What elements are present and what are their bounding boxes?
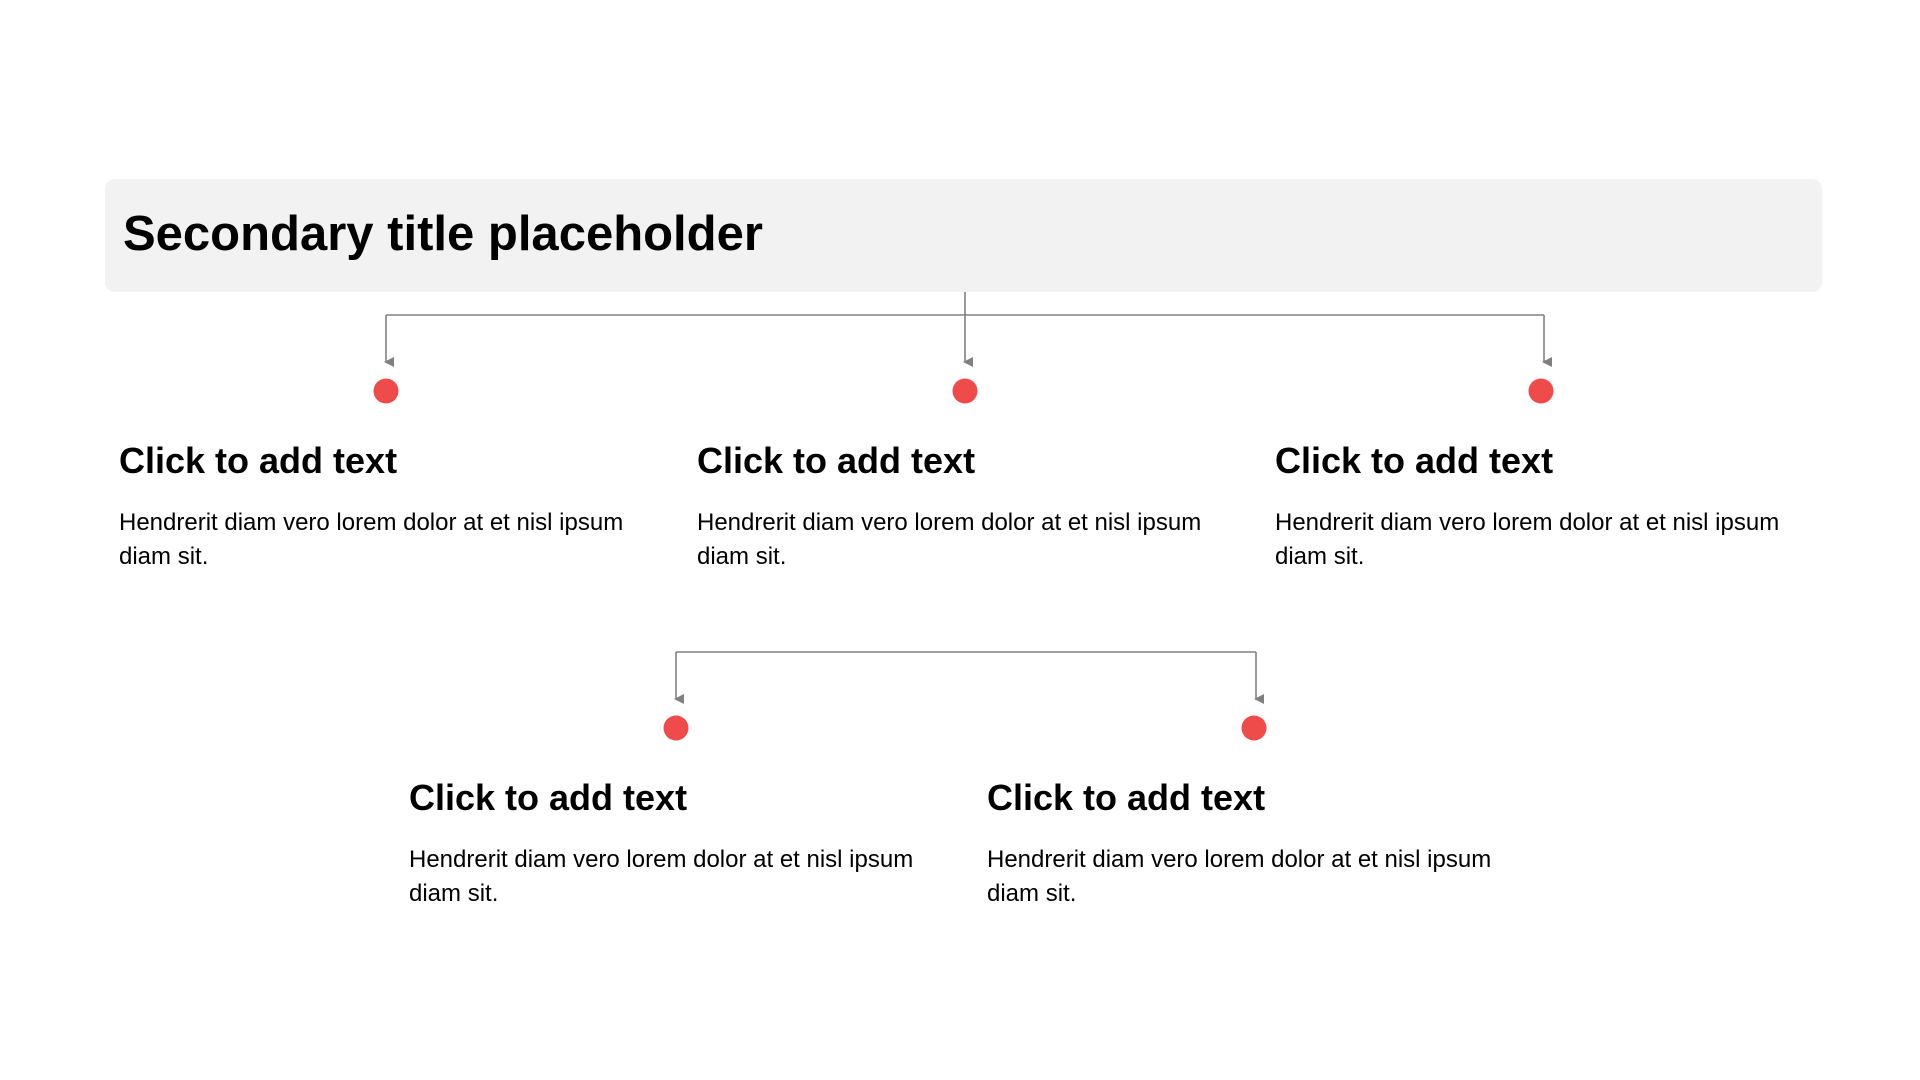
node-4[interactable] <box>409 777 929 911</box>
node-body[interactable]: Hendrerit diam vero lorem dolor at et nisl ipsum diam sit. <box>987 846 1492 907</box>
bottom-connector <box>676 652 1256 699</box>
node-body[interactable]: Hendrerit diam vero lorem dolor at et nisl ipsum diam sit. <box>119 509 624 570</box>
node-1[interactable] <box>119 440 639 574</box>
node-3[interactable] <box>1275 440 1795 574</box>
node-dot-3 <box>1529 379 1554 404</box>
top-connector <box>386 292 1544 362</box>
node-2[interactable] <box>697 440 1217 574</box>
node-body[interactable]: Hendrerit diam vero lorem dolor at et nisl ipsum diam sit. <box>697 509 1202 570</box>
node-heading[interactable]: Click to add text <box>1275 440 1554 481</box>
node-dot-1 <box>374 379 399 404</box>
node-dot-5 <box>1242 716 1267 741</box>
node-heading[interactable]: Click to add text <box>987 777 1266 818</box>
node-heading[interactable]: Click to add text <box>409 777 688 818</box>
page-title[interactable]: Secondary title placeholder <box>123 207 763 261</box>
node-body[interactable]: Hendrerit diam vero lorem dolor at et nisl ipsum diam sit. <box>1275 509 1780 570</box>
node-heading[interactable]: Click to add text <box>697 440 976 481</box>
node-dot-2 <box>953 379 978 404</box>
node-body[interactable]: Hendrerit diam vero lorem dolor at et nisl ipsum diam sit. <box>409 846 914 907</box>
node-heading[interactable]: Click to add text <box>119 440 398 481</box>
node-dot-4 <box>664 716 689 741</box>
node-5[interactable] <box>987 777 1507 911</box>
